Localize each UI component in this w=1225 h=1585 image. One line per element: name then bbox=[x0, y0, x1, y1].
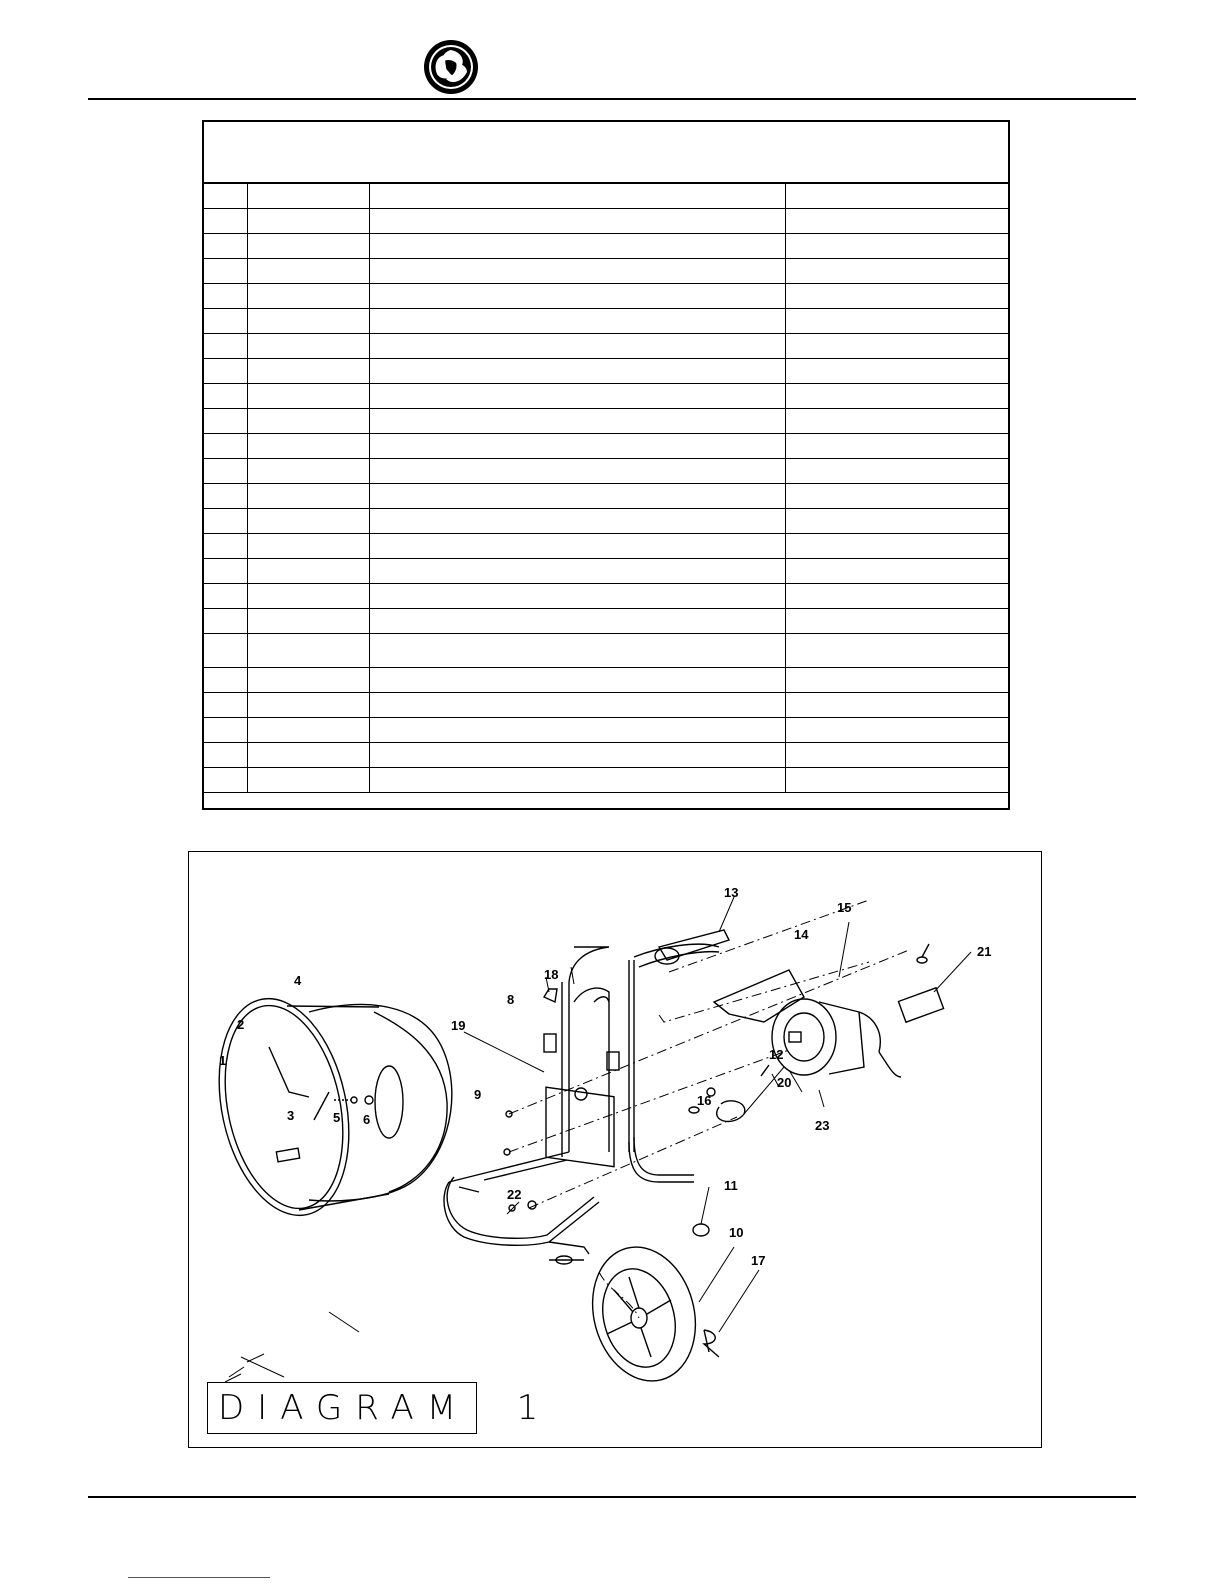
table-cell bbox=[785, 559, 1008, 584]
table-cell bbox=[369, 693, 785, 718]
table-cell bbox=[785, 693, 1008, 718]
part-callout-13: 13 bbox=[724, 885, 739, 900]
part-callout-11: 11 bbox=[724, 1178, 738, 1193]
table-cell bbox=[369, 234, 785, 259]
table-cell bbox=[204, 234, 247, 259]
parts-list-table bbox=[202, 120, 1010, 810]
table-cell bbox=[247, 384, 369, 409]
table-cell bbox=[369, 743, 785, 768]
table-row bbox=[204, 434, 1008, 459]
table-cell bbox=[785, 584, 1008, 609]
table-row bbox=[204, 259, 1008, 284]
table-cell bbox=[204, 534, 247, 559]
table-cell bbox=[247, 768, 369, 793]
table-cell bbox=[247, 559, 369, 584]
table-cell bbox=[785, 509, 1008, 534]
mixer-drawing bbox=[189, 852, 1043, 1449]
table-cell bbox=[785, 334, 1008, 359]
table-cell bbox=[247, 209, 369, 234]
table-row bbox=[204, 534, 1008, 559]
table-row bbox=[204, 334, 1008, 359]
table-row bbox=[204, 634, 1008, 668]
callout-leaders bbox=[225, 897, 971, 1382]
table-cell bbox=[785, 668, 1008, 693]
part-callout-15: 15 bbox=[837, 900, 852, 915]
part-callout-23: 23 bbox=[815, 1118, 830, 1133]
table-cell bbox=[247, 334, 369, 359]
table-row bbox=[204, 459, 1008, 484]
table-cell bbox=[204, 459, 247, 484]
part-callout-22: 22 bbox=[507, 1187, 522, 1202]
part-callout-9: 9 bbox=[474, 1087, 482, 1102]
motor-cover-part bbox=[714, 970, 804, 1022]
table-cell bbox=[785, 184, 1008, 209]
table-row bbox=[204, 584, 1008, 609]
table-cell bbox=[369, 584, 785, 609]
table-cell bbox=[369, 359, 785, 384]
table-cell bbox=[247, 284, 369, 309]
part-callout-12: 12 bbox=[769, 1047, 784, 1062]
table-row bbox=[204, 668, 1008, 693]
table-cell bbox=[369, 459, 785, 484]
table-row bbox=[204, 743, 1008, 768]
table-cell bbox=[785, 309, 1008, 334]
table-cell bbox=[785, 234, 1008, 259]
table-cell bbox=[785, 284, 1008, 309]
table-cell bbox=[247, 309, 369, 334]
table-cell bbox=[785, 434, 1008, 459]
table-cell bbox=[204, 184, 247, 209]
part-callout-3: 3 bbox=[287, 1108, 295, 1123]
table-cell bbox=[247, 434, 369, 459]
table-row bbox=[204, 484, 1008, 509]
table-cell bbox=[785, 634, 1008, 668]
table-cell bbox=[247, 609, 369, 634]
table-cell bbox=[204, 359, 247, 384]
table-cell bbox=[204, 693, 247, 718]
table-cell bbox=[247, 484, 369, 509]
table-cell bbox=[204, 309, 247, 334]
part-callout-14: 14 bbox=[794, 927, 809, 942]
table-cell bbox=[369, 384, 785, 409]
table-cell bbox=[204, 559, 247, 584]
part-callout-5: 5 bbox=[333, 1110, 341, 1125]
table-cell bbox=[204, 509, 247, 534]
part-callout-10: 10 bbox=[729, 1225, 744, 1240]
table-cell bbox=[785, 534, 1008, 559]
table-row bbox=[204, 309, 1008, 334]
table-cell bbox=[247, 534, 369, 559]
part-callout-6: 6 bbox=[363, 1112, 371, 1127]
table-cell bbox=[369, 409, 785, 434]
diagram-label: DIAGRAM 1 bbox=[207, 1382, 477, 1434]
table-cell bbox=[369, 484, 785, 509]
table-cell bbox=[785, 484, 1008, 509]
table-row bbox=[204, 768, 1008, 793]
table-cell bbox=[369, 184, 785, 209]
table-cell bbox=[204, 284, 247, 309]
table-cell bbox=[204, 409, 247, 434]
part-callout-16: 16 bbox=[697, 1093, 712, 1108]
table-cell bbox=[369, 768, 785, 793]
table-cell bbox=[785, 359, 1008, 384]
table-row bbox=[204, 359, 1008, 384]
table-row bbox=[204, 693, 1008, 718]
part-callout-8: 8 bbox=[507, 992, 515, 1007]
table-cell bbox=[369, 209, 785, 234]
part-callout-19: 19 bbox=[451, 1018, 466, 1033]
table-cell bbox=[204, 584, 247, 609]
table-cell bbox=[204, 634, 247, 668]
table-cell bbox=[785, 743, 1008, 768]
table-cell bbox=[247, 634, 369, 668]
table-cell bbox=[204, 209, 247, 234]
table-cell bbox=[247, 743, 369, 768]
table-cell bbox=[785, 384, 1008, 409]
table-row bbox=[204, 559, 1008, 584]
table-cell bbox=[369, 284, 785, 309]
wheel-part bbox=[578, 1235, 710, 1392]
table-cell bbox=[247, 459, 369, 484]
footer-rule bbox=[88, 1496, 1136, 1498]
table-cell bbox=[369, 509, 785, 534]
table-cell bbox=[785, 609, 1008, 634]
footer-link-underline[interactable] bbox=[128, 1577, 270, 1578]
table-cell bbox=[785, 209, 1008, 234]
table-cell bbox=[204, 484, 247, 509]
table-cell bbox=[369, 718, 785, 743]
table-cell bbox=[247, 693, 369, 718]
frame-part bbox=[444, 944, 719, 1264]
table-cell bbox=[369, 309, 785, 334]
part-callout-21: 21 bbox=[977, 944, 992, 959]
table-row bbox=[204, 209, 1008, 234]
table-cell bbox=[247, 668, 369, 693]
brand-logo-icon bbox=[422, 38, 480, 96]
table-cell bbox=[369, 559, 785, 584]
motor-part bbox=[772, 999, 901, 1077]
table-cell bbox=[369, 609, 785, 634]
table-cell bbox=[369, 259, 785, 284]
table-cell bbox=[204, 609, 247, 634]
part-callout-1: 1 bbox=[219, 1053, 227, 1068]
table-cell bbox=[785, 768, 1008, 793]
exploded-parts-diagram bbox=[188, 851, 1042, 1448]
table-cell bbox=[204, 768, 247, 793]
table-cell bbox=[247, 718, 369, 743]
table-cell bbox=[369, 434, 785, 459]
table-row bbox=[204, 409, 1008, 434]
table-cell bbox=[204, 718, 247, 743]
table-row bbox=[204, 284, 1008, 309]
table-cell bbox=[369, 634, 785, 668]
table-row bbox=[204, 184, 1008, 209]
table-cell bbox=[247, 509, 369, 534]
table-cell bbox=[204, 743, 247, 768]
table-cell bbox=[204, 334, 247, 359]
table-cell bbox=[369, 668, 785, 693]
table-cell bbox=[204, 434, 247, 459]
table-cell bbox=[369, 534, 785, 559]
table-cell bbox=[204, 384, 247, 409]
header-rule bbox=[88, 98, 1136, 100]
hardware-parts bbox=[504, 944, 944, 1357]
part-callout-20: 20 bbox=[777, 1075, 792, 1090]
part-callout-4: 4 bbox=[294, 973, 302, 988]
table-row bbox=[204, 234, 1008, 259]
table-cell bbox=[785, 459, 1008, 484]
part-callout-2: 2 bbox=[237, 1017, 245, 1032]
table-cell bbox=[247, 234, 369, 259]
table-cell bbox=[247, 259, 369, 284]
table-cell bbox=[369, 334, 785, 359]
table-cell bbox=[785, 409, 1008, 434]
table-row bbox=[204, 384, 1008, 409]
table-cell bbox=[247, 359, 369, 384]
table-cell bbox=[247, 409, 369, 434]
table-row bbox=[204, 718, 1008, 743]
table-cell bbox=[204, 259, 247, 284]
table-cell bbox=[785, 259, 1008, 284]
table-cell bbox=[785, 718, 1008, 743]
part-callout-17: 17 bbox=[751, 1253, 766, 1268]
table-row bbox=[204, 509, 1008, 534]
part-callout-18: 18 bbox=[544, 967, 559, 982]
parts-table-grid bbox=[204, 184, 1008, 793]
parts-table-caption bbox=[204, 122, 1008, 184]
table-cell bbox=[247, 184, 369, 209]
table-row bbox=[204, 609, 1008, 634]
table-cell bbox=[247, 584, 369, 609]
table-cell bbox=[204, 668, 247, 693]
